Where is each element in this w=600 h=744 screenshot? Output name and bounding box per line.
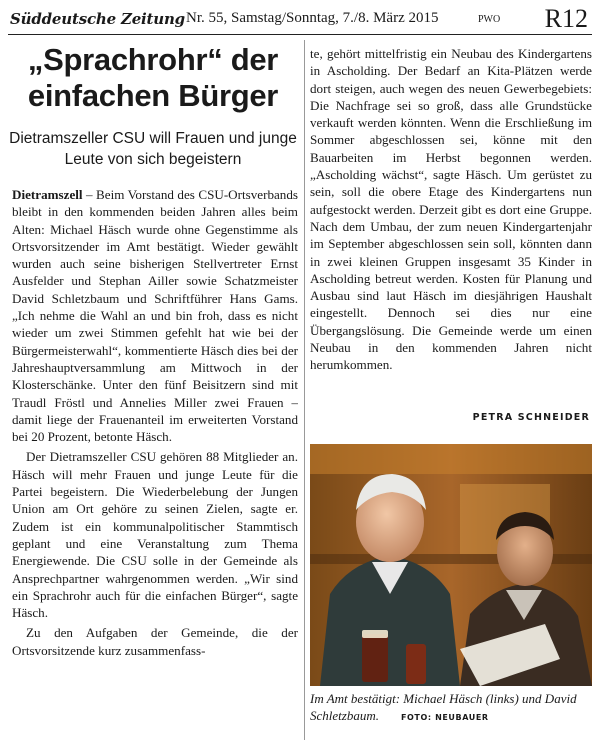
article-paragraph [12,186,298,445]
edition-code: PWO [478,14,501,25]
caption-text: Im Amt bestätigt: Michael Häsch (links) und David Schletzbaum. [310,691,577,723]
newspaper-name: Süddeutsche Zeitung [10,10,185,28]
article-body-left-column [12,186,298,742]
article-paragraph: Der Dietramszeller CSU gehören 88 Mitglieder an. Häsch will mehr Frauen und junge Leute für die Partei begeistern. Die Wiederbelebung der Jungen Union am Ort gehöre zu seinen Zielen, sagte er. Zudem ist ein kommunalpolitischer Stammtisch geplant und eine Veranstaltung zum Thema Energiewende. Die CSU solle in der Gemeinde als Ansprechpartner wahrgenommen werden. „Wir sind ein Sprachrohr auch für die einfachen Bürger“, sagte Häsch. [12,449,298,621]
paragraph-text: – Beim Vorstand des CSU-Ortsverbands bleibt in den kommenden beiden Jahren alles beim Alten: Michael Häsch wurde ohne Gegenstimme als Ortsvorsitzender im Amt bestätigt. Wieder gewählt wurden auch seine bisherigen Stellvertreter Ernst Ausfelder und Stephan Ailler sowie Schatzmeister David Schletzbaum und Schriftführer Hans Gams. „Ich nehme die Wahl an und bin froh, dass es nicht wieder um zwei Stimmen gefehlt hat wie bei der Bürgermeisterwahl“, kommentierte Häsch dies bei der Jahreshauptversammlung am Mittwoch in der Klosterschänke. Unter den fünf Beisitzern sind mit Traudl Fröstl und Annelies Miller zwei Frauen – damit liege der Frauenanteil im erweiterten Vorstand bei 20 Prozent, betonte Häsch. [12,187,298,445]
page-number: R12 [544,4,588,33]
column-divider [304,40,305,740]
dateline: Dietramszell [12,187,83,202]
article-photo [310,444,592,686]
photo-illustration [310,444,592,686]
issue-line: Nr. 55, Samstag/Sonntag, 7./8. März 2015 [186,10,439,26]
article-paragraph: Zu den Aufgaben der Gemeinde, die der Ortsvorsitzende kurz zusammenfass- [12,625,298,658]
author-byline: PETRA SCHNEIDER [472,412,590,423]
photo-caption [310,690,592,726]
article-subheadline: Dietramszeller CSU will Frauen und junge Leute von sich begeistern [9,130,297,168]
masthead [8,4,592,35]
article-body-right-column [310,45,592,405]
photo-credit: FOTO: NEUBAUER [400,713,489,722]
article-headline: „Sprachrohr“ der einfachen Bürger [27,42,279,113]
article-paragraph: te, gehört mittelfristig ein Neubau des Kindergartens in Ascholding. Der Bedarf an Kita-Plätzen werde dort steigen, auch wegen des neuen Gewerbegebiets: Die Nachfrage sei so groß, dass alle Grundstücke verkauft werden könnten. Wenn die Erschließung im Sommer abgeschlossen sei, könne mit den Bauarbeiten im Herbst begonnen werden. „Ascholding wächst“, sagte Häsch. Um gerüstet zu sein, soll die obere Etage des Kindergartens nun aufgestockt werden. Derzeit gibt es dort eine Gruppe. Nach dem Umbau, der zum neuen Kindergartenjahr im September abgeschlossen sein soll, könnten dann in zwei kleinen Gruppen insgesamt 35 Kinder in Ascholding betreut werden. Kosten für Planung und Ausbau sind laut Häsch im diesjährigen Haushalt eingestellt. Dennoch sei dies nur eine Übergangslösung. Die Gemeinde werde um einen Neubau in den kommenden Jahren nicht herumkommen. [310,46,592,373]
